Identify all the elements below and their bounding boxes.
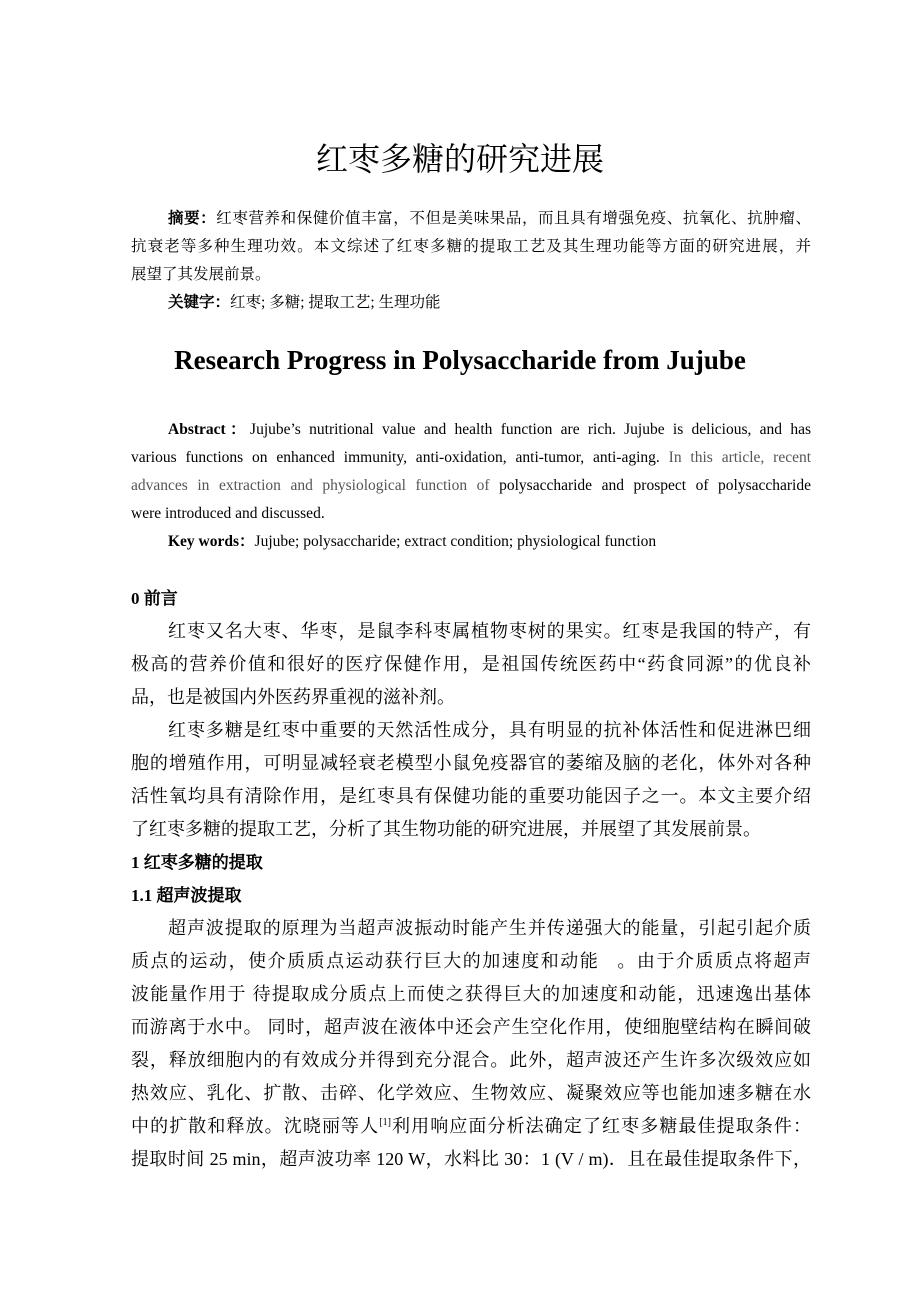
abstract-en-line-gray: In this article, recent <box>668 449 812 466</box>
abstract-cn-line: 红枣营养和保健价值丰富，不但是美味果品，而且具有增强免疫、抗氧化、抗肿瘤、 <box>216 210 811 227</box>
paragraph-line: 而游离于水中。 同时，超声波在液体中还会产生空化作用，使细胞壁结构在瞬间破 <box>131 1017 811 1037</box>
abstract-cn-line: 抗衰老等多种生理功效。本文综述了红枣多糖的提取工艺及其生理功能等方面的研究进展，并 <box>131 238 811 255</box>
abstract-en-line-gray: advances in extraction and physiological function of <box>131 477 490 494</box>
keywords-en <box>131 528 811 556</box>
subsection-heading: 1.1 超声波提取 <box>131 886 242 905</box>
abstract-en-line: Jujube’s nutritional value and health function are rich. Jujube is delicious, and has <box>250 421 811 438</box>
abstract-cn-line: 展望了其发展前景。 <box>131 266 271 283</box>
paragraph-line: 质点的运动，使介质质点运动获行巨大的加速度和动能 。由于介质质点将超声 <box>131 951 811 971</box>
paragraph-line: 品，也是被国内外医药界重视的滋补剂。 <box>131 687 455 707</box>
paragraph-line: 超声波提取的原理为当超声波振动时能产生并传递强大的能量，引起引起介质 <box>168 918 811 938</box>
keywords-cn <box>131 289 811 317</box>
keywords-en-label: Key words： <box>168 533 255 550</box>
abstract-en <box>131 416 811 556</box>
paragraph-line: 胞的增殖作用，可明显减轻衰老模型小鼠免疫器官的萎缩及脑的老化，体外对各种 <box>131 753 811 773</box>
paragraph-line: 热效应、乳化、扩散、击碎、化学效应、生物效应、凝聚效应等也能加速多糖在水 <box>131 1083 811 1103</box>
abstract-cn-label: 摘要： <box>168 210 217 227</box>
section-heading: 0 前言 <box>131 589 178 608</box>
paragraph-line: 波能量作用于 待提取成分质点上而使之获得巨大的加速度和动能，迅速逸出基体 <box>131 984 811 1004</box>
abstract-cn <box>131 205 811 317</box>
keywords-cn-label: 关键字： <box>168 294 231 311</box>
abstract-en-label: Abstract： <box>168 421 251 438</box>
paragraph-line: 红枣又名大枣、华枣，是鼠李科枣属植物枣树的果实。红枣是我国的特产，有 <box>168 621 811 641</box>
paragraph-line: 红枣多糖是红枣中重要的天然活性成分，具有明显的抗补体活性和促进淋巴细 <box>168 720 811 740</box>
paragraph-line: 裂，释放细胞内的有效成分并得到充分混合。此外，超声波还产生许多次级效应如 <box>131 1050 811 1070</box>
abstract-en-line: various functions on enhanced immunity, anti-oxidation, anti-tumor, anti-aging. <box>131 449 660 466</box>
paragraph-line: 提取时间 25 min，超声波功率 120 W，水料比 30：1 (V / m)．且在最佳提取条件下， <box>131 1149 811 1169</box>
page-title: 红枣多糖的研究进展 <box>315 141 604 177</box>
section-0 <box>131 582 811 1176</box>
keywords-en-text: Jujube; polysaccharide; extract condition; physiological function <box>254 533 657 550</box>
section-heading: 1 红枣多糖的提取 <box>131 853 263 872</box>
paragraph-line: 活性氧均具有清除作用，是红枣具有保健功能的重要功能因子之一。本文主要介绍 <box>131 786 811 806</box>
abstract-en-line: polysaccharide and prospect of polysaccharide <box>499 477 811 494</box>
citation-ref[interactable]: [1] <box>379 1117 391 1128</box>
paragraph-line: 了红枣多糖的提取工艺，分析了其生物功能的研究进展，并展望了其发展前景。 <box>131 819 761 839</box>
abstract-en-line: were introduced and discussed. <box>131 505 325 522</box>
english-title: Research Progress in Polysaccharide from Jujube <box>174 345 746 375</box>
keywords-cn-text: 红枣; 多糖; 提取工艺; 生理功能 <box>230 294 441 311</box>
paragraph-line: 极高的营养价值和很好的医疗保健作用，是祖国传统医药中“药食同源”的优良补 <box>131 654 811 674</box>
paragraph-line: 中的扩散和释放。沈晓丽等人[1]利用响应面分析法确定了红枣多糖最佳提取条件： <box>131 1116 812 1136</box>
